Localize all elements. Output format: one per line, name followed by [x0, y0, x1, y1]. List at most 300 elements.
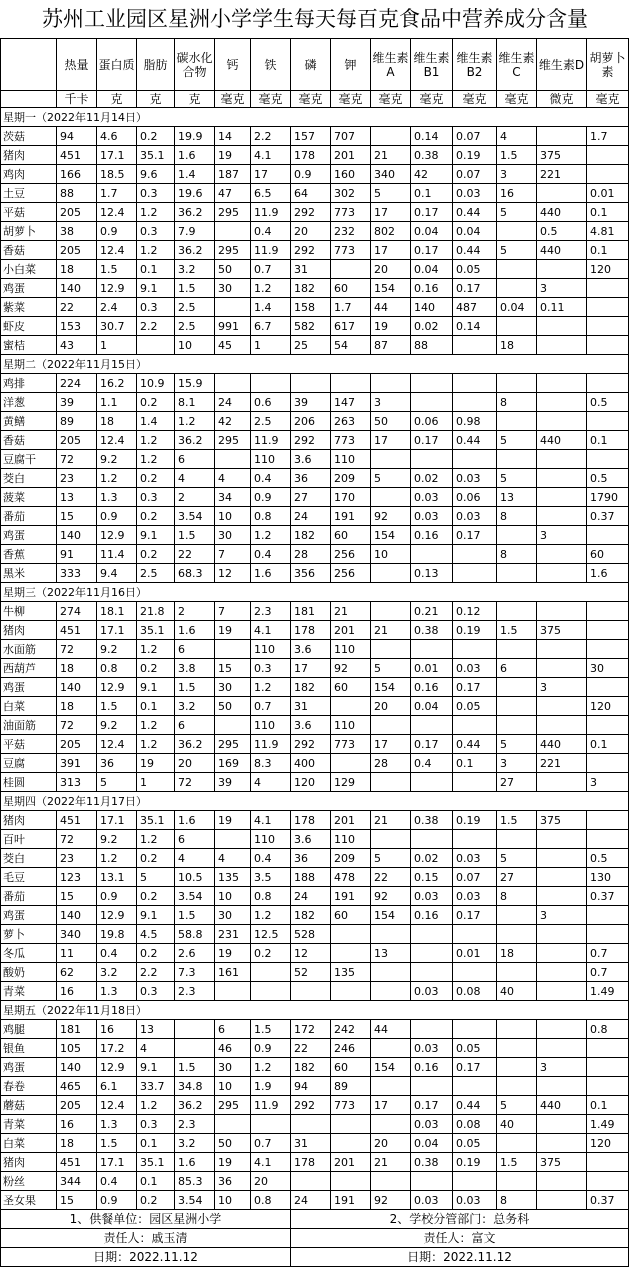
day-label: 星期四（2022年11月17日） [1, 792, 629, 811]
nutrient-value: 0.9 [251, 488, 291, 507]
nutrient-value: 4.1 [251, 621, 291, 640]
food-row [1, 545, 629, 564]
nutrient-value: 0.3 [137, 298, 175, 317]
nutrient-value: 1.49 [587, 982, 629, 1001]
nutrient-value [453, 545, 497, 564]
nutrient-value [331, 944, 371, 963]
nutrient-value [537, 507, 587, 526]
nutrient-value: 181 [291, 602, 331, 621]
nutrient-value [537, 830, 587, 849]
nutrient-value: 0.1 [137, 1134, 175, 1153]
nutrient-value [537, 488, 587, 507]
nutrient-value: 0.38 [411, 1153, 453, 1172]
food-name: 银鱼 [1, 1039, 57, 1058]
nutrient-value [497, 222, 537, 241]
nutrient-value: 10 [215, 1077, 251, 1096]
nutrient-value: 1.5 [497, 146, 537, 165]
nutrient-value: 44 [371, 1020, 411, 1039]
nutrient-value: 6.7 [251, 317, 291, 336]
nutrient-value [411, 773, 453, 792]
nutrient-value: 9.1 [137, 526, 175, 545]
nutrient-value: 8.3 [251, 754, 291, 773]
nutrient-value: 10.9 [137, 374, 175, 393]
nutrient-value: 231 [215, 925, 251, 944]
nutrient-value: 16.2 [97, 374, 137, 393]
nutrient-value: 140 [57, 678, 97, 697]
nutrient-value: 0.4 [251, 469, 291, 488]
nutrient-value: 3.2 [97, 963, 137, 982]
food-row [1, 469, 629, 488]
nutrient-value: 246 [331, 1039, 371, 1058]
nutrient-value: 39 [57, 393, 97, 412]
column-header: 维生素C [497, 39, 537, 91]
nutrient-value [371, 488, 411, 507]
nutrient-value: 28 [291, 545, 331, 564]
nutrient-value: 12.9 [97, 906, 137, 925]
nutrient-value: 0.19 [453, 811, 497, 830]
nutrient-value: 8 [497, 1191, 537, 1210]
nutrient-value: 36 [97, 754, 137, 773]
nutrient-value: 1.7 [331, 298, 371, 317]
nutrient-value: 3.6 [291, 450, 331, 469]
nutrient-value: 24 [215, 393, 251, 412]
nutrient-value: 36 [291, 849, 331, 868]
nutrient-value: 4 [251, 773, 291, 792]
nutrient-value: 205 [57, 241, 97, 260]
nutrient-value: 2 [175, 488, 215, 507]
nutrient-value: 15 [57, 1191, 97, 1210]
nutrient-value: 0.08 [453, 1115, 497, 1134]
nutrient-value: 0.17 [453, 279, 497, 298]
food-row [1, 488, 629, 507]
nutrient-value: 8.1 [175, 393, 215, 412]
nutrient-value: 72 [57, 716, 97, 735]
nutrient-value: 92 [331, 659, 371, 678]
nutrient-value: 158 [291, 298, 331, 317]
food-row [1, 887, 629, 906]
food-name: 毛豆 [1, 868, 57, 887]
food-name: 百叶 [1, 830, 57, 849]
nutrient-value: 5 [97, 773, 137, 792]
nutrient-value: 39 [291, 393, 331, 412]
nutrient-value [587, 1153, 629, 1172]
nutrient-value: 0.03 [411, 1191, 453, 1210]
nutrient-value [331, 1115, 371, 1134]
nutrient-value [371, 773, 411, 792]
nutrient-value [411, 1172, 453, 1191]
unit-cell: 千卡 [57, 91, 97, 108]
nutrient-value: 1.2 [137, 450, 175, 469]
food-name: 番茄 [1, 507, 57, 526]
nutrient-value: 21 [371, 146, 411, 165]
nutrient-value: 1.6 [175, 621, 215, 640]
food-name: 鸡蛋 [1, 906, 57, 925]
unit-cell: 克 [137, 91, 175, 108]
nutrient-value: 68.3 [175, 564, 215, 583]
nutrient-value: 0.2 [137, 887, 175, 906]
nutrient-value: 0.02 [411, 849, 453, 868]
nutrient-value [587, 146, 629, 165]
nutrient-value: 3.6 [291, 830, 331, 849]
nutrient-value [215, 830, 251, 849]
nutrient-value: 0.14 [453, 317, 497, 336]
nutrient-value: 0.44 [453, 203, 497, 222]
food-row [1, 564, 629, 583]
nutrient-value: 8 [497, 887, 537, 906]
nutrient-value: 30 [587, 659, 629, 678]
food-row [1, 1039, 629, 1058]
nutrient-value: 50 [371, 412, 411, 431]
food-name: 土豆 [1, 184, 57, 203]
nutrient-value: 42 [411, 165, 453, 184]
nutrient-value: 0.1 [137, 260, 175, 279]
nutrient-value: 3.5 [251, 868, 291, 887]
footer-row [1, 1210, 629, 1229]
nutrient-value: 0.4 [251, 849, 291, 868]
nutrient-value [497, 374, 537, 393]
nutrient-value: 191 [331, 887, 371, 906]
nutrient-value: 182 [291, 526, 331, 545]
nutrient-value: 19 [371, 317, 411, 336]
nutrient-value [497, 1020, 537, 1039]
column-header: 热量 [57, 39, 97, 91]
food-name: 香蕉 [1, 545, 57, 564]
nutrient-value: 295 [215, 241, 251, 260]
nutrient-value: 154 [371, 906, 411, 925]
food-name: 猪肉 [1, 1153, 57, 1172]
food-row [1, 336, 629, 355]
nutrient-value: 391 [57, 754, 97, 773]
nutrient-value: 153 [57, 317, 97, 336]
nutrient-value: 1.2 [251, 526, 291, 545]
nutrient-value: 52 [291, 963, 331, 982]
food-name: 胡萝卜 [1, 222, 57, 241]
footer-left: 1、供餐单位：园区星洲小学 [1, 1210, 291, 1229]
nutrient-value: 94 [57, 127, 97, 146]
nutrient-value: 36 [291, 469, 331, 488]
food-row [1, 621, 629, 640]
nutrient-value: 0.02 [411, 317, 453, 336]
nutrient-value: 85.3 [175, 1172, 215, 1191]
nutrient-value: 1.4 [251, 298, 291, 317]
nutrient-value [537, 127, 587, 146]
nutrient-value: 0.04 [411, 260, 453, 279]
nutrient-value: 0.2 [137, 659, 175, 678]
food-name: 茨菇 [1, 127, 57, 146]
nutrient-value: 12.4 [97, 431, 137, 450]
nutrient-value [453, 564, 497, 583]
nutrient-value: 617 [331, 317, 371, 336]
nutrient-value: 3 [587, 773, 629, 792]
food-name: 白菜 [1, 697, 57, 716]
food-name: 黄鳝 [1, 412, 57, 431]
nutrient-value: 224 [57, 374, 97, 393]
nutrient-value: 1.3 [97, 1115, 137, 1134]
nutrient-value: 487 [453, 298, 497, 317]
food-row [1, 526, 629, 545]
nutrient-value: 3 [497, 754, 537, 773]
nutrient-value: 110 [331, 640, 371, 659]
nutrient-value: 0.9 [97, 887, 137, 906]
nutrient-value: 0.2 [137, 469, 175, 488]
nutrient-value: 3.54 [175, 887, 215, 906]
column-header: 维生素B1 [411, 39, 453, 91]
nutrient-value: 582 [291, 317, 331, 336]
nutrient-value: 24 [291, 1191, 331, 1210]
nutrient-value [215, 640, 251, 659]
column-header: 钙 [215, 39, 251, 91]
nutrient-value [453, 393, 497, 412]
nutrient-value: 87 [371, 336, 411, 355]
nutrient-value: 9.4 [97, 564, 137, 583]
column-header: 维生素D [537, 39, 587, 91]
nutrient-value: 35.1 [137, 811, 175, 830]
nutrient-value [215, 1115, 251, 1134]
column-header: 维生素A [371, 39, 411, 91]
nutrient-value: 15 [215, 659, 251, 678]
nutrient-value: 295 [215, 431, 251, 450]
nutrient-value: 27 [497, 773, 537, 792]
nutrient-value: 72 [57, 640, 97, 659]
nutrient-value [537, 925, 587, 944]
unit-cell: 克 [97, 91, 137, 108]
nutrient-value: 0.44 [453, 241, 497, 260]
nutrient-value: 72 [57, 830, 97, 849]
nutrient-value: 91 [57, 545, 97, 564]
nutrient-value [587, 1039, 629, 1058]
nutrient-value [587, 317, 629, 336]
nutrient-value [587, 678, 629, 697]
nutrient-value: 0.17 [453, 526, 497, 545]
nutrient-value [537, 393, 587, 412]
nutrient-value [497, 925, 537, 944]
unit-cell: 微克 [537, 91, 587, 108]
nutrient-value: 440 [537, 241, 587, 260]
nutrient-value: 1.2 [251, 279, 291, 298]
nutrient-value [453, 830, 497, 849]
food-name: 圣女果 [1, 1191, 57, 1210]
nutrient-value: 0.1 [587, 241, 629, 260]
nutrient-value: 7 [215, 602, 251, 621]
nutrient-value: 1.6 [251, 564, 291, 583]
nutrient-value: 19 [215, 621, 251, 640]
column-header: 碳水化合物 [175, 39, 215, 91]
nutrient-value: 10 [215, 887, 251, 906]
food-name: 虾皮 [1, 317, 57, 336]
nutrient-value: 88 [411, 336, 453, 355]
footer-right: 日期：2022.11.12 [291, 1248, 629, 1267]
nutrient-value: 166 [57, 165, 97, 184]
nutrient-value: 0.16 [411, 906, 453, 925]
nutrient-value [587, 811, 629, 830]
nutrient-value: 188 [291, 868, 331, 887]
nutrient-value: 3 [537, 279, 587, 298]
nutrient-value [497, 260, 537, 279]
nutrient-value: 39 [215, 773, 251, 792]
nutrient-value [291, 982, 331, 1001]
nutrient-value [411, 716, 453, 735]
nutrient-value [537, 1077, 587, 1096]
nutrient-value: 3 [537, 678, 587, 697]
nutrient-value: 2.3 [175, 982, 215, 1001]
nutrient-value: 2.5 [251, 412, 291, 431]
nutrient-value: 27 [497, 868, 537, 887]
nutrient-value: 0.3 [137, 982, 175, 1001]
food-row [1, 754, 629, 773]
day-label: 星期五（2022年11月18日） [1, 1001, 629, 1020]
nutrient-value: 15.9 [175, 374, 215, 393]
nutrient-value: 0.03 [453, 887, 497, 906]
nutrient-value: 0.17 [411, 735, 453, 754]
nutrient-value [497, 697, 537, 716]
nutrient-value: 201 [331, 1153, 371, 1172]
nutrient-value: 0.4 [251, 545, 291, 564]
nutrient-value: 7 [215, 545, 251, 564]
nutrient-value [537, 336, 587, 355]
nutrient-value [411, 450, 453, 469]
nutrient-value: 19 [215, 1153, 251, 1172]
nutrient-value: 6 [175, 716, 215, 735]
nutrient-value: 135 [215, 868, 251, 887]
food-row [1, 317, 629, 336]
nutrient-value: 0.9 [291, 165, 331, 184]
nutrient-value [411, 374, 453, 393]
nutrient-value [587, 906, 629, 925]
nutrient-value: 3.2 [175, 1134, 215, 1153]
nutrient-value [497, 963, 537, 982]
nutrient-value: 2.2 [251, 127, 291, 146]
nutrient-value: 2.6 [175, 944, 215, 963]
nutrient-value: 344 [57, 1172, 97, 1191]
day-row [1, 355, 629, 374]
food-row [1, 1153, 629, 1172]
nutrient-value: 0.08 [453, 982, 497, 1001]
unit-cell: 毫克 [411, 91, 453, 108]
nutrient-value: 292 [291, 735, 331, 754]
nutrient-value: 0.03 [411, 1039, 453, 1058]
day-label: 星期二（2022年11月15日） [1, 355, 629, 374]
nutrient-value: 0.05 [453, 260, 497, 279]
nutrient-value: 0.2 [137, 1191, 175, 1210]
nutrient-value: 0.5 [587, 469, 629, 488]
nutrient-value: 1.2 [137, 241, 175, 260]
nutrient-value: 1.5 [175, 1058, 215, 1077]
nutrient-value: 17.1 [97, 621, 137, 640]
nutrient-value: 1.5 [175, 279, 215, 298]
nutrient-value: 36 [215, 1172, 251, 1191]
nutrient-value: 9.1 [137, 279, 175, 298]
nutrient-value: 0.5 [587, 393, 629, 412]
nutrient-value: 2.2 [137, 317, 175, 336]
food-name: 豆腐干 [1, 450, 57, 469]
nutrient-value: 6 [175, 640, 215, 659]
food-name: 洋葱 [1, 393, 57, 412]
nutrient-value [497, 1077, 537, 1096]
nutrient-value: 1.3 [97, 488, 137, 507]
nutrient-value: 1.5 [251, 1020, 291, 1039]
nutrient-value: 21.8 [137, 602, 175, 621]
nutrient-value: 130 [587, 868, 629, 887]
nutrient-value [587, 830, 629, 849]
nutrient-value: 140 [57, 279, 97, 298]
nutrient-value: 13 [497, 488, 537, 507]
nutrient-value: 256 [331, 545, 371, 564]
nutrient-value: 10 [175, 336, 215, 355]
nutrient-value: 154 [371, 678, 411, 697]
nutrient-value [411, 963, 453, 982]
nutrient-value: 17 [371, 241, 411, 260]
nutrient-value: 19 [215, 146, 251, 165]
nutrient-value: 0.04 [411, 1134, 453, 1153]
food-name: 水面筋 [1, 640, 57, 659]
nutrient-value: 40 [497, 982, 537, 1001]
nutrient-value: 20 [251, 1172, 291, 1191]
nutrient-value [453, 1077, 497, 1096]
nutrient-value [587, 1077, 629, 1096]
nutrient-value: 2 [175, 602, 215, 621]
nutrient-value: 0.1 [587, 735, 629, 754]
nutrient-value: 1.2 [137, 203, 175, 222]
nutrient-value: 0.4 [97, 944, 137, 963]
nutrient-value: 58.8 [175, 925, 215, 944]
column-header: 铁 [251, 39, 291, 91]
nutrition-table [0, 38, 629, 1267]
nutrient-value: 120 [587, 697, 629, 716]
nutrient-value: 400 [291, 754, 331, 773]
food-name: 油面筋 [1, 716, 57, 735]
nutrient-value [537, 602, 587, 621]
nutrient-value: 0.15 [411, 868, 453, 887]
food-name: 香菇 [1, 431, 57, 450]
nutrient-value: 182 [291, 1058, 331, 1077]
food-row [1, 1020, 629, 1039]
nutrient-value: 178 [291, 811, 331, 830]
nutrient-value [371, 1039, 411, 1058]
nutrient-value: 0.2 [137, 393, 175, 412]
nutrient-value [497, 830, 537, 849]
nutrient-value [497, 906, 537, 925]
food-name: 牛柳 [1, 602, 57, 621]
nutrient-value: 340 [371, 165, 411, 184]
nutrient-value: 9.2 [97, 830, 137, 849]
footer-row [1, 1229, 629, 1248]
food-name: 青菜 [1, 982, 57, 1001]
nutrient-value: 40 [497, 1115, 537, 1134]
footer-right: 2、学校分管部门：总务科 [291, 1210, 629, 1229]
nutrient-value: 13 [57, 488, 97, 507]
nutrient-value: 30 [215, 526, 251, 545]
nutrient-value: 0.9 [97, 507, 137, 526]
nutrient-value: 0.17 [411, 241, 453, 260]
nutrient-value: 11.4 [97, 545, 137, 564]
nutrient-value: 24 [291, 507, 331, 526]
nutrient-value: 3 [371, 393, 411, 412]
nutrient-value: 4.5 [137, 925, 175, 944]
nutrient-value [215, 716, 251, 735]
nutrient-value: 18 [57, 659, 97, 678]
nutrient-value [537, 412, 587, 431]
nutrient-value: 19.8 [97, 925, 137, 944]
nutrient-value: 0.7 [251, 697, 291, 716]
nutrient-value: 161 [215, 963, 251, 982]
nutrient-value: 18 [57, 1134, 97, 1153]
nutrient-value [411, 1077, 453, 1096]
nutrient-value: 9.1 [137, 678, 175, 697]
nutrient-value: 5 [497, 469, 537, 488]
nutrient-value: 0.8 [251, 1191, 291, 1210]
nutrient-value: 19 [137, 754, 175, 773]
nutrient-value [411, 393, 453, 412]
